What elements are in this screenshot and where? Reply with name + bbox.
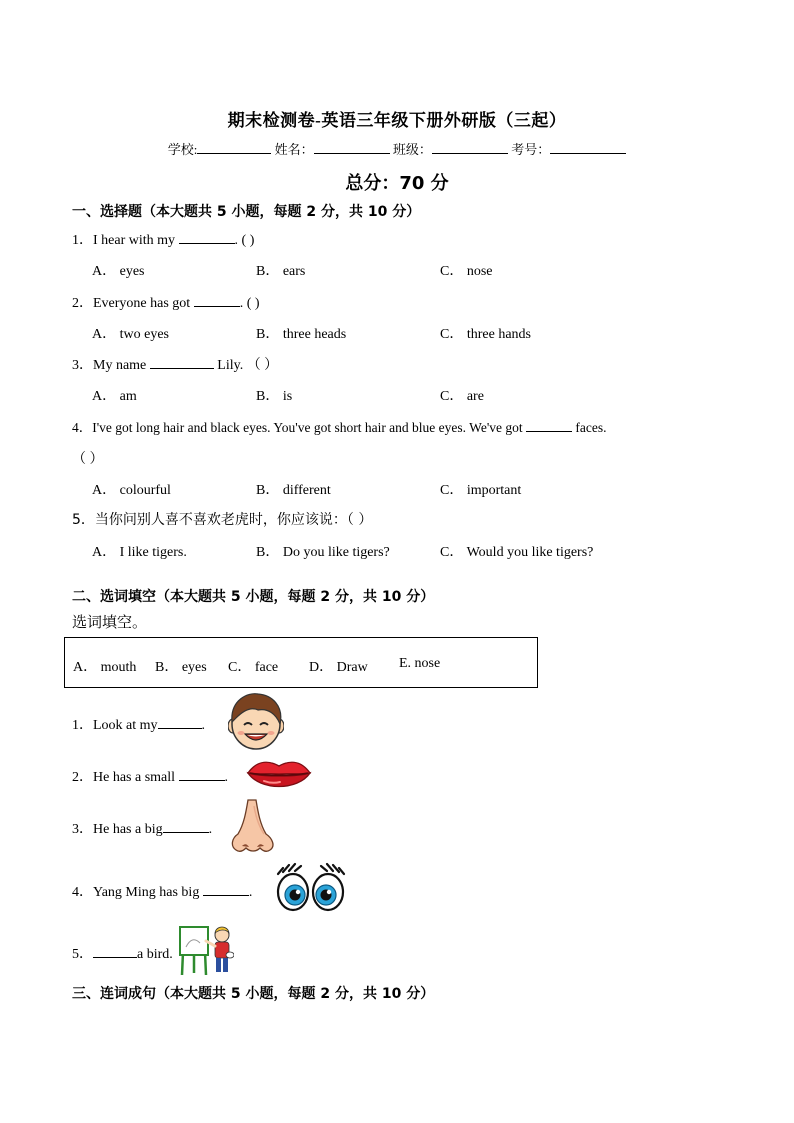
answer-blank[interactable] <box>203 883 249 896</box>
option-b[interactable]: B． Do you like tigers? <box>256 545 390 560</box>
option-a[interactable]: A． am <box>92 389 137 404</box>
section2-heading: 二、选词填空（本大题共 5 小题，每题 2 分，共 10 分） <box>72 589 435 605</box>
option-a[interactable]: A． colourful <box>92 483 171 498</box>
word-bank-item: D． Draw <box>309 660 368 675</box>
eyes-icon <box>275 862 347 914</box>
question-4: 4．I've got long hair and black eyes. You've got short hair and blue eyes. We've got faces. <box>72 420 607 435</box>
option-b[interactable]: B． three heads <box>256 327 347 342</box>
option-c[interactable]: C． nose <box>440 264 493 279</box>
page-title: 期末检测卷-英语三年级下册外研版（三起） <box>227 111 567 130</box>
option-c[interactable]: C． three hands <box>440 327 531 342</box>
question-2: 2．Everyone has got . ( ) <box>72 296 260 311</box>
school-label: 学校: <box>167 142 198 157</box>
answer-blank[interactable] <box>194 294 240 307</box>
option-b[interactable]: B． ears <box>256 264 306 279</box>
option-a[interactable]: A． I like tigers. <box>92 545 187 560</box>
fill-item-2: 2．He has a small . <box>72 770 229 785</box>
class-label: 班级： <box>392 142 432 157</box>
answer-blank[interactable] <box>179 768 225 781</box>
option-c[interactable]: C． important <box>440 483 522 498</box>
word-bank-item: A． mouth <box>73 660 137 675</box>
word-bank-item: B． eyes <box>155 660 207 675</box>
option-a[interactable]: A． eyes <box>92 264 145 279</box>
student-info-line <box>0 139 794 158</box>
total-score: 总分：70 分 <box>345 173 449 194</box>
answer-blank[interactable] <box>150 356 214 369</box>
class-blank[interactable] <box>432 140 508 154</box>
section1-heading: 一、选择题（本大题共 5 小题，每题 2 分，共 10 分） <box>72 204 421 220</box>
option-a[interactable]: A． two eyes <box>92 327 169 342</box>
exam-no-label: 考号： <box>511 142 551 157</box>
section3-heading: 三、连词成句（本大题共 5 小题，每题 2 分，共 10 分） <box>72 986 435 1002</box>
word-bank-item: C． face <box>228 660 279 675</box>
name-blank[interactable] <box>314 140 390 154</box>
word-bank-item: E. nose <box>399 656 441 671</box>
option-c[interactable]: C． Would you like tigers? <box>440 545 594 560</box>
answer-blank[interactable] <box>163 820 209 833</box>
question-1: 1．I hear with my . ( ) <box>72 233 255 248</box>
answer-blank[interactable] <box>93 945 137 958</box>
option-b[interactable]: B． different <box>256 483 331 498</box>
question-5: 5．当你问别人喜不喜欢老虎时，你应该说：（ ） <box>72 512 373 528</box>
section2-instruction: 选词填空。 <box>72 613 148 631</box>
option-b[interactable]: B． is <box>256 389 293 404</box>
lips-icon <box>246 757 312 791</box>
question-3: 3．My name Lily. （ ） <box>72 358 279 373</box>
boy-face-icon <box>228 692 284 750</box>
boy-drawing-icon <box>178 921 234 977</box>
exam-no-blank[interactable] <box>550 140 626 154</box>
fill-item-1: 1．Look at my . <box>72 718 206 733</box>
name-label: 姓名： <box>274 142 314 157</box>
fill-item-3: 3．He has a big . <box>72 822 213 837</box>
word-bank <box>64 637 538 688</box>
answer-blank[interactable] <box>526 419 572 432</box>
fill-item-4: 4．Yang Ming has big . <box>72 885 253 900</box>
nose-icon <box>228 798 276 854</box>
question-4-bracket: （ ） <box>72 452 104 467</box>
answer-blank[interactable] <box>179 231 235 244</box>
option-c[interactable]: C． are <box>440 389 484 404</box>
school-blank[interactable] <box>197 140 271 154</box>
fill-item-5: 5． a bird. <box>72 947 173 962</box>
answer-blank[interactable] <box>158 716 202 729</box>
